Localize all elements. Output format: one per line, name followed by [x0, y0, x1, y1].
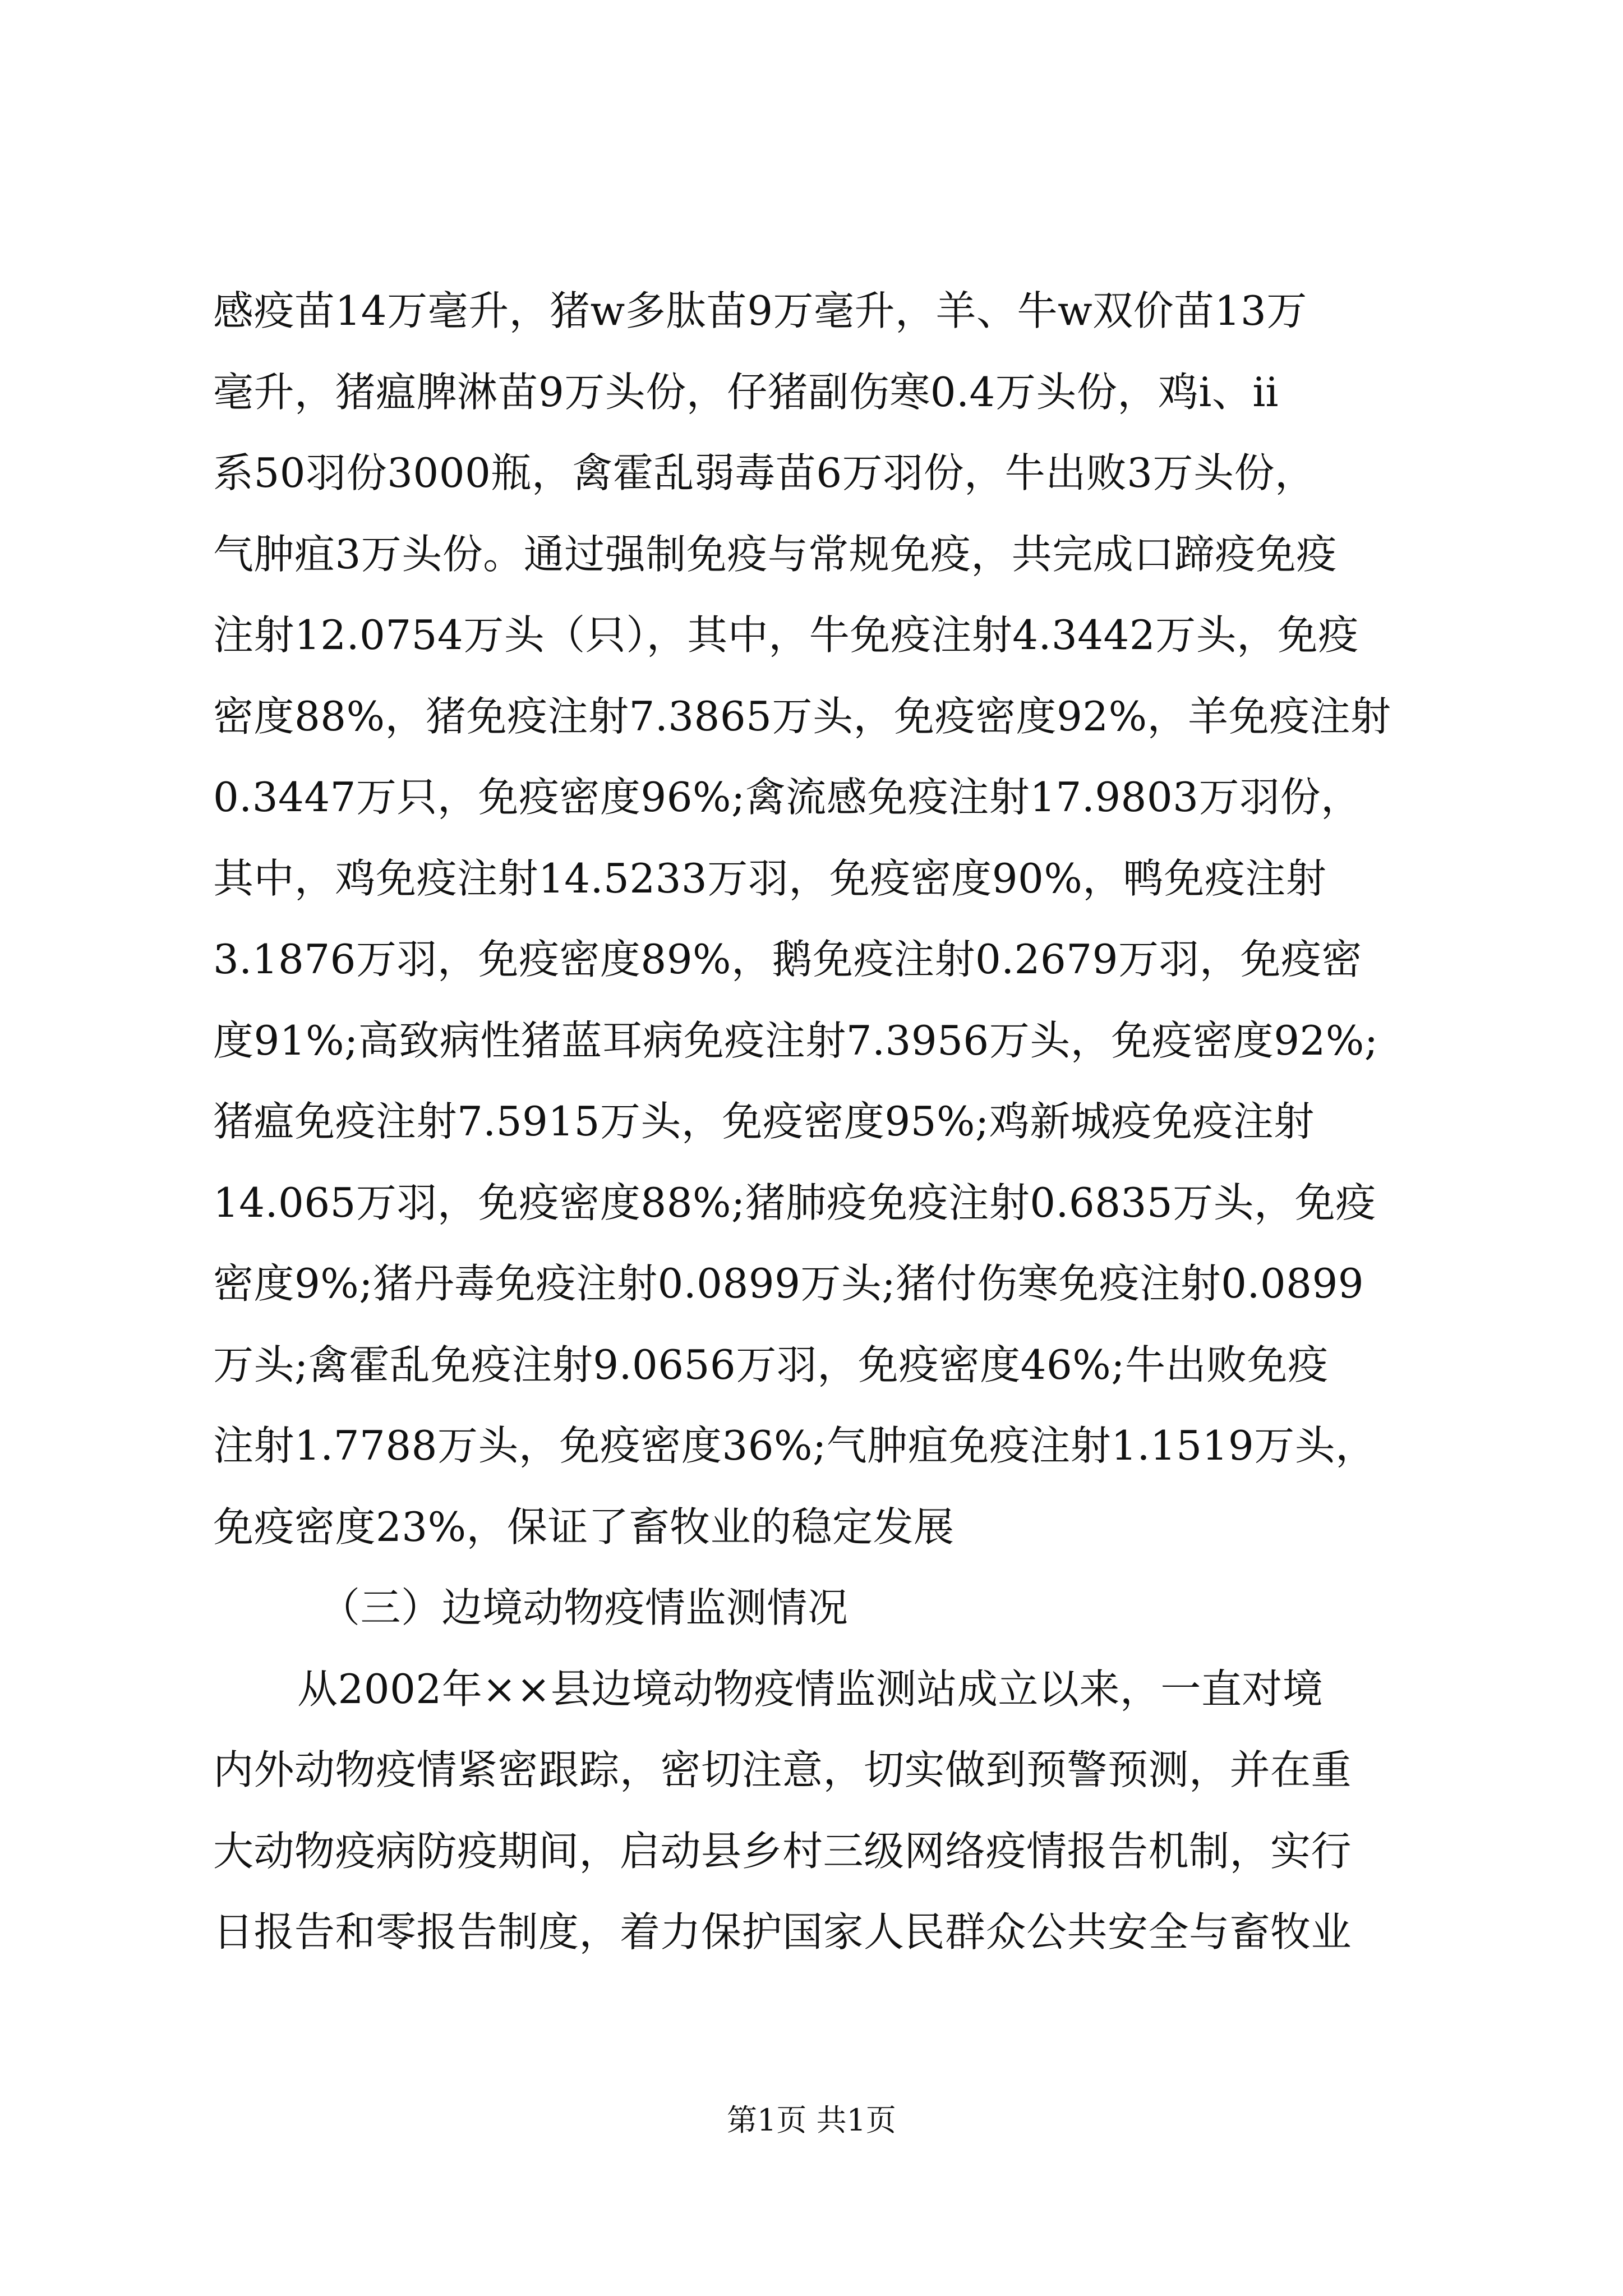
body-line: 其中，鸡免疫注射14.5233万羽，免疫密度90%，鸭免疫注射: [213, 854, 1327, 902]
body-line: 感疫苗14万毫升，猪w多肽苗9万毫升，羊、牛w双价苗13万: [213, 287, 1307, 334]
section-heading: （三）边境动物疫情监测情况: [320, 1584, 849, 1631]
body-line: 免疫密度23%，保证了畜牧业的稳定发展: [213, 1503, 955, 1550]
body-line: 系50羽份3000瓶，禽霍乱弱毒苗6万羽份，牛出败3万头份，: [213, 449, 1316, 496]
document-body: [213, 270, 1430, 1973]
body-line: 14.065万羽，免疫密度88%;猪肺疫免疫注射0.6835万头，免疫: [213, 1179, 1376, 1226]
body-line: 猪瘟免疫注射7.5915万头，免疫密度95%;鸡新城疫免疫注射: [213, 1098, 1315, 1145]
body-line: 注射12.0754万头（只），其中，牛免疫注射4.3442万头，免疫: [213, 611, 1359, 659]
body-line: 度91%;高致病性猪蓝耳病免疫注射7.3956万头，免疫密度92%;: [213, 1016, 1378, 1064]
paragraph-line: 内外动物疫情紧密跟踪，密切注意，切实做到预警预测，并在重: [213, 1746, 1352, 1793]
body-line: 密度88%，猪免疫注射7.3865万头，免疫密度92%，羊免疫注射: [213, 692, 1391, 740]
paragraph-line: 从2002年××县边境动物疫情监测站成立以来，一直对境: [297, 1665, 1324, 1713]
body-line: 注射1.7788万头，免疫密度36%;气肿疽免疫注射1.1519万头，: [213, 1422, 1376, 1469]
page-footer: 第1页 共1页: [727, 2102, 896, 2138]
body-line: 0.3447万只，免疫密度96%;禽流感免疫注射17.9803万羽份，: [213, 774, 1362, 821]
body-line: 毫升，猪瘟脾淋苗9万头份，仔猪副伤寒0.4万头份，鸡ⅰ、ⅱ: [213, 368, 1279, 416]
body-line: 万头;禽霍乱免疫注射9.0656万羽，免疫密度46%;牛出败免疫: [213, 1341, 1329, 1388]
body-line: 3.1876万羽，免疫密度89%，鹅免疫注射0.2679万羽，免疫密: [213, 936, 1362, 983]
paragraph-line: 大动物疫病防疫期间，启动县乡村三级网络疫情报告机制，实行: [213, 1827, 1352, 1875]
body-line: 气肿疽3万头份。通过强制免疫与常规免疫，共完成口蹄疫免疫: [213, 530, 1337, 578]
body-line: 密度9%;猪丹毒免疫注射0.0899万头;猪付伤寒免疫注射0.0899: [213, 1260, 1364, 1307]
paragraph-line: 日报告和零报告制度，着力保护国家人民群众公共安全与畜牧业: [213, 1908, 1352, 1955]
